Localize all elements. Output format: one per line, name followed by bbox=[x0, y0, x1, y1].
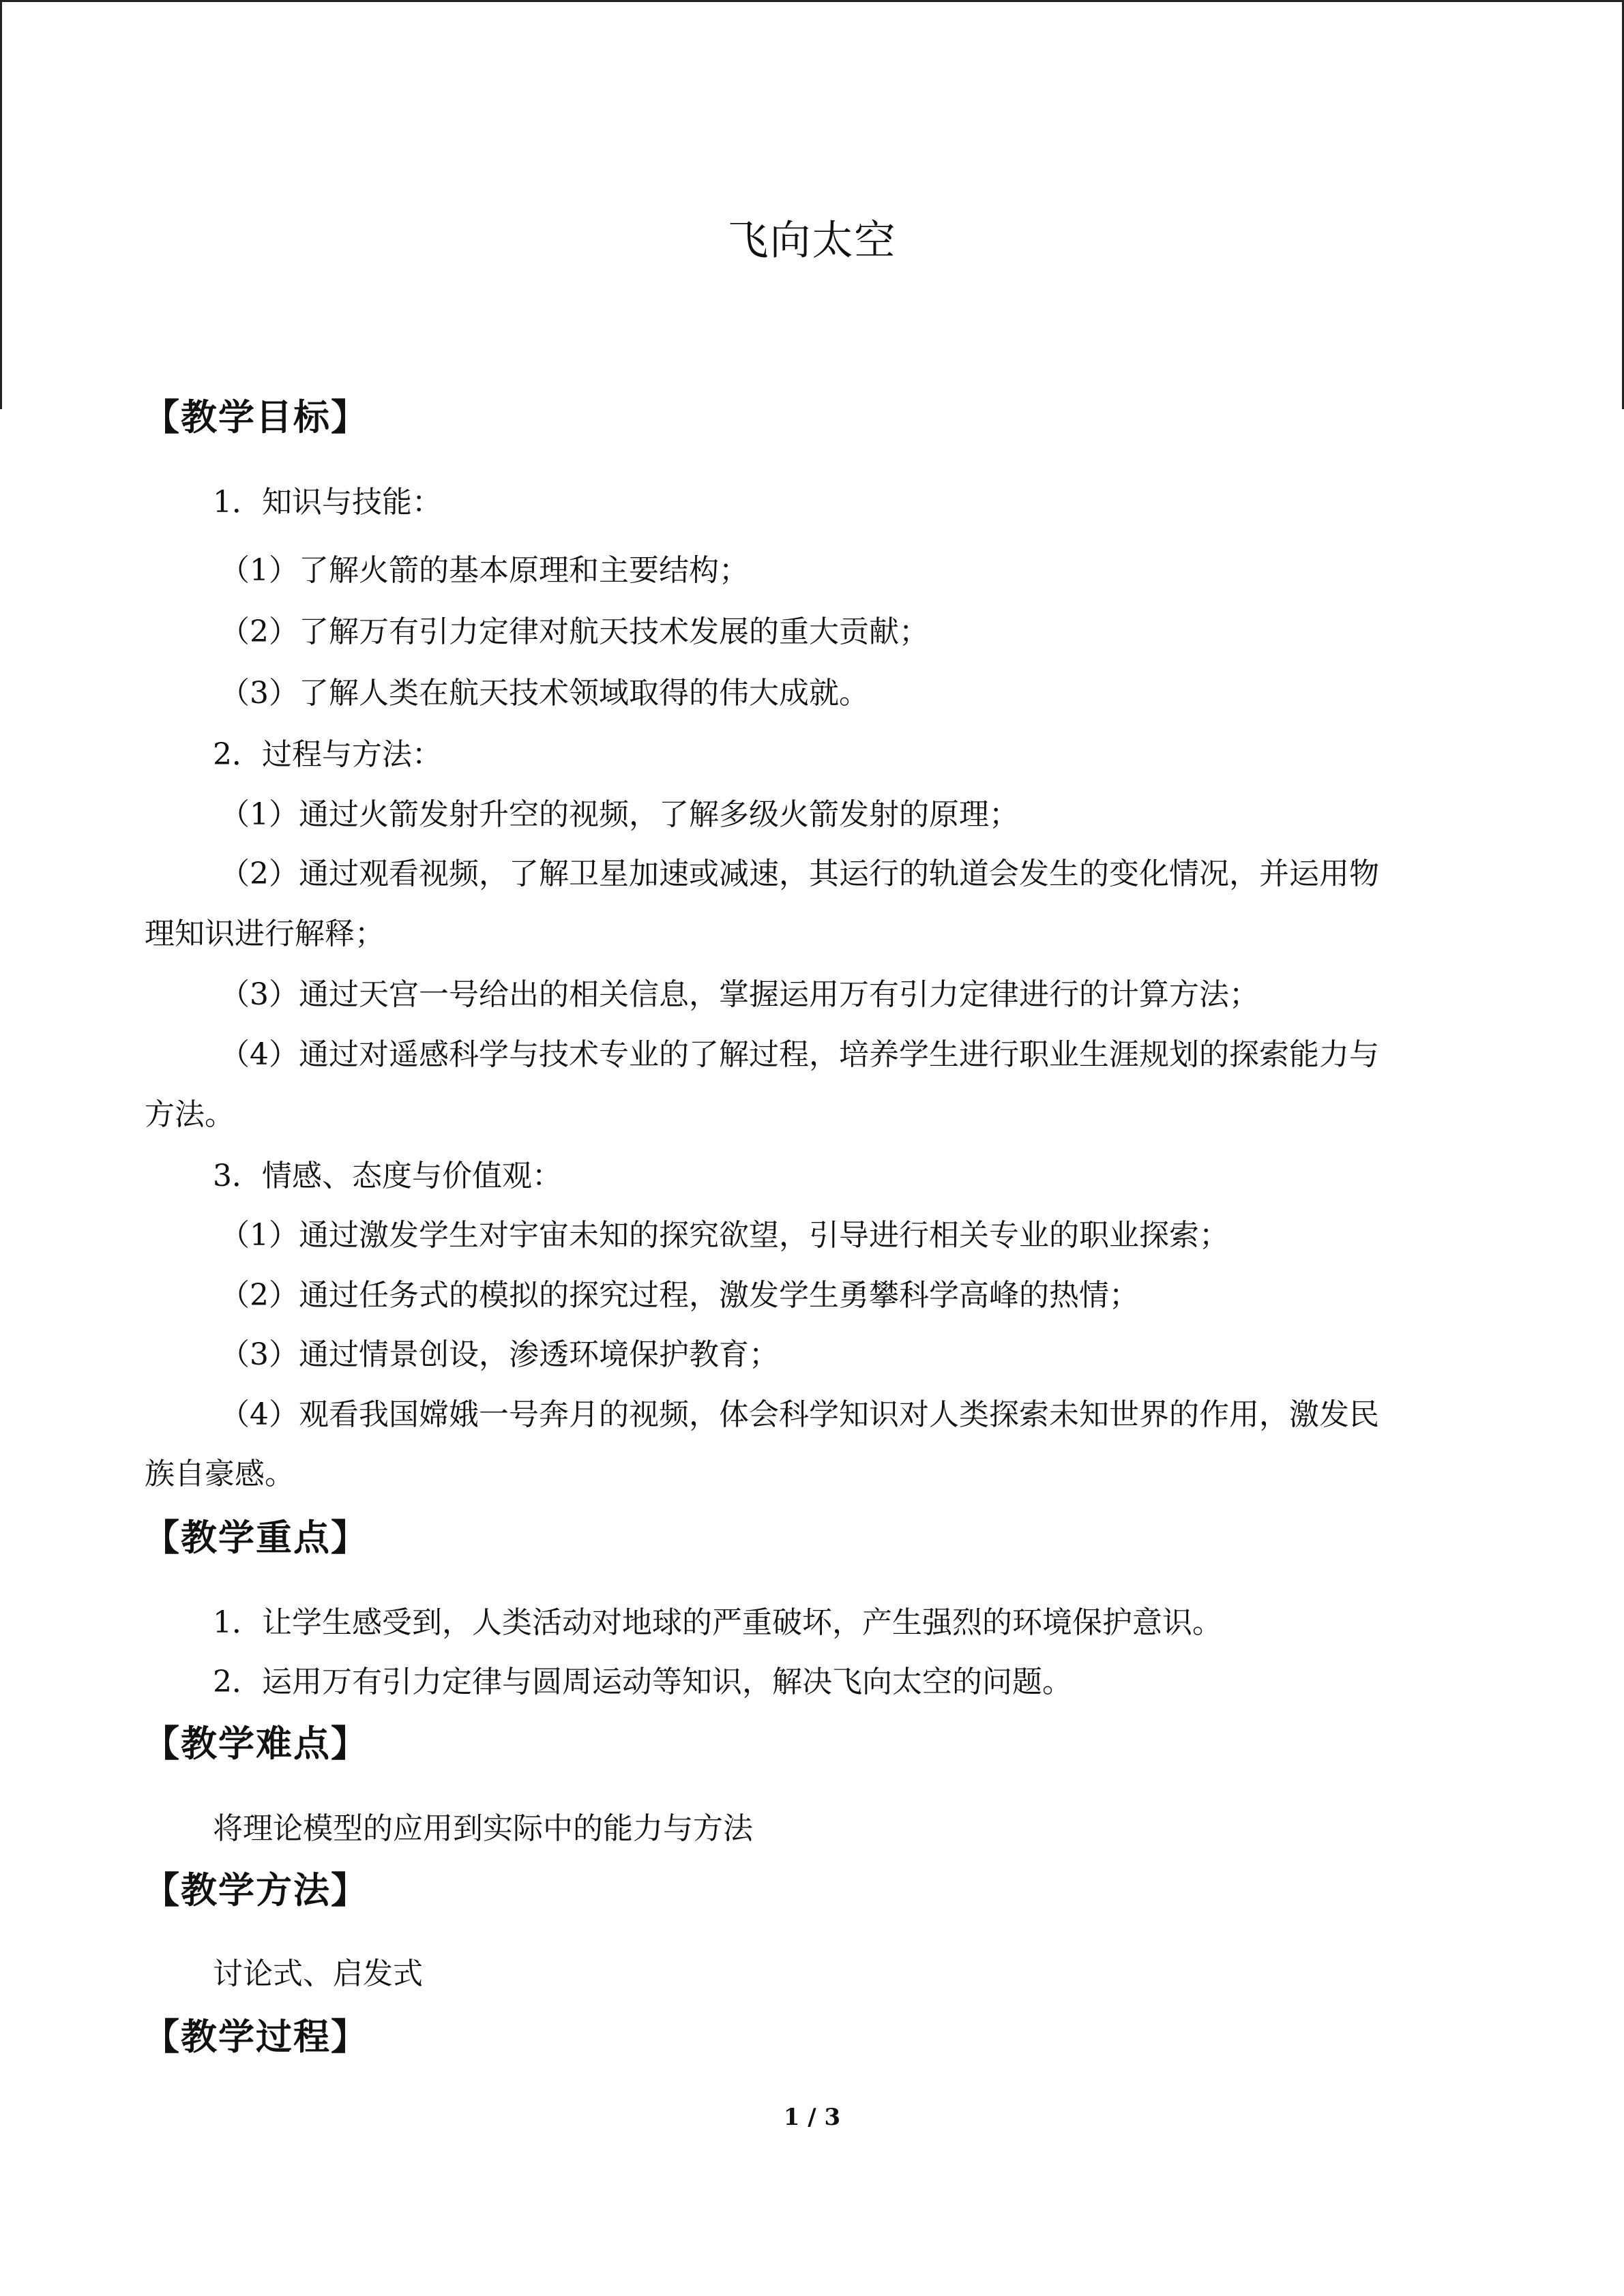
page-title: 飞向太空 bbox=[727, 217, 897, 265]
objective-line: （1）通过激发学生对宇宙未知的探究欲望，引导进行相关专业的职业探索； bbox=[220, 1218, 1229, 1253]
page-number: 1 / 3 bbox=[783, 2104, 841, 2131]
objective-line: （4）通过对遥感科学与技术专业的了解过程，培养学生进行职业生涯规划的探索能力与 bbox=[220, 1037, 1379, 1072]
objective-line: 族自豪感。 bbox=[145, 1457, 295, 1491]
heading-objectives: 【教学目标】 bbox=[143, 397, 368, 438]
heading-methods: 【教学方法】 bbox=[143, 1870, 368, 1911]
method-line: 讨论式、启发式 bbox=[213, 1956, 423, 1991]
objective-line: （2）通过观看视频，了解卫星加速或减速，其运行的轨道会发生的变化情况，并运用物 bbox=[220, 856, 1379, 891]
objective-line: （1）通过火箭发射升空的视频，了解多级火箭发射的原理； bbox=[220, 797, 1019, 832]
objective-line: 2．过程与方法： bbox=[213, 737, 442, 772]
objective-line: （1）了解火箭的基本原理和主要结构； bbox=[220, 553, 749, 588]
objective-line: （2）了解万有引力定律对航天技术发展的重大贡献； bbox=[220, 614, 929, 649]
heading-difficulties: 【教学难点】 bbox=[143, 1723, 368, 1765]
objective-line: 方法。 bbox=[145, 1097, 235, 1132]
heading-process: 【教学过程】 bbox=[143, 2016, 368, 2058]
key-point-line: 1．让学生感受到，人类活动对地球的严重破坏，产生强烈的环境保护意识。 bbox=[213, 1605, 1222, 1640]
objective-line: 3．情感、态度与价值观： bbox=[213, 1159, 562, 1193]
objective-line: （3）通过情景创设，渗透环境保护教育； bbox=[220, 1337, 779, 1372]
heading-key-points: 【教学重点】 bbox=[143, 1517, 368, 1559]
objective-line: （4）观看我国嫦娥一号奔月的视频，体会科学知识对人类探索未知世界的作用，激发民 bbox=[220, 1397, 1379, 1432]
difficulty-line: 将理论模型的应用到实际中的能力与方法 bbox=[213, 1811, 753, 1846]
page-border-top bbox=[0, 0, 1624, 2]
objective-line: （2）通过任务式的模拟的探究过程，激发学生勇攀科学高峰的热情； bbox=[220, 1278, 1139, 1313]
objective-line: （3）通过天宫一号给出的相关信息，掌握运用万有引力定律进行的计算方法； bbox=[220, 977, 1259, 1012]
page-border-left bbox=[0, 0, 2, 409]
key-point-line: 2．运用万有引力定律与圆周运动等知识，解决飞向太空的问题。 bbox=[213, 1665, 1072, 1699]
objective-line: （3）了解人类在航天技术领域取得的伟大成就。 bbox=[220, 676, 869, 711]
objective-line: 1．知识与技能： bbox=[213, 485, 442, 520]
objective-line: 理知识进行解释； bbox=[145, 916, 385, 951]
